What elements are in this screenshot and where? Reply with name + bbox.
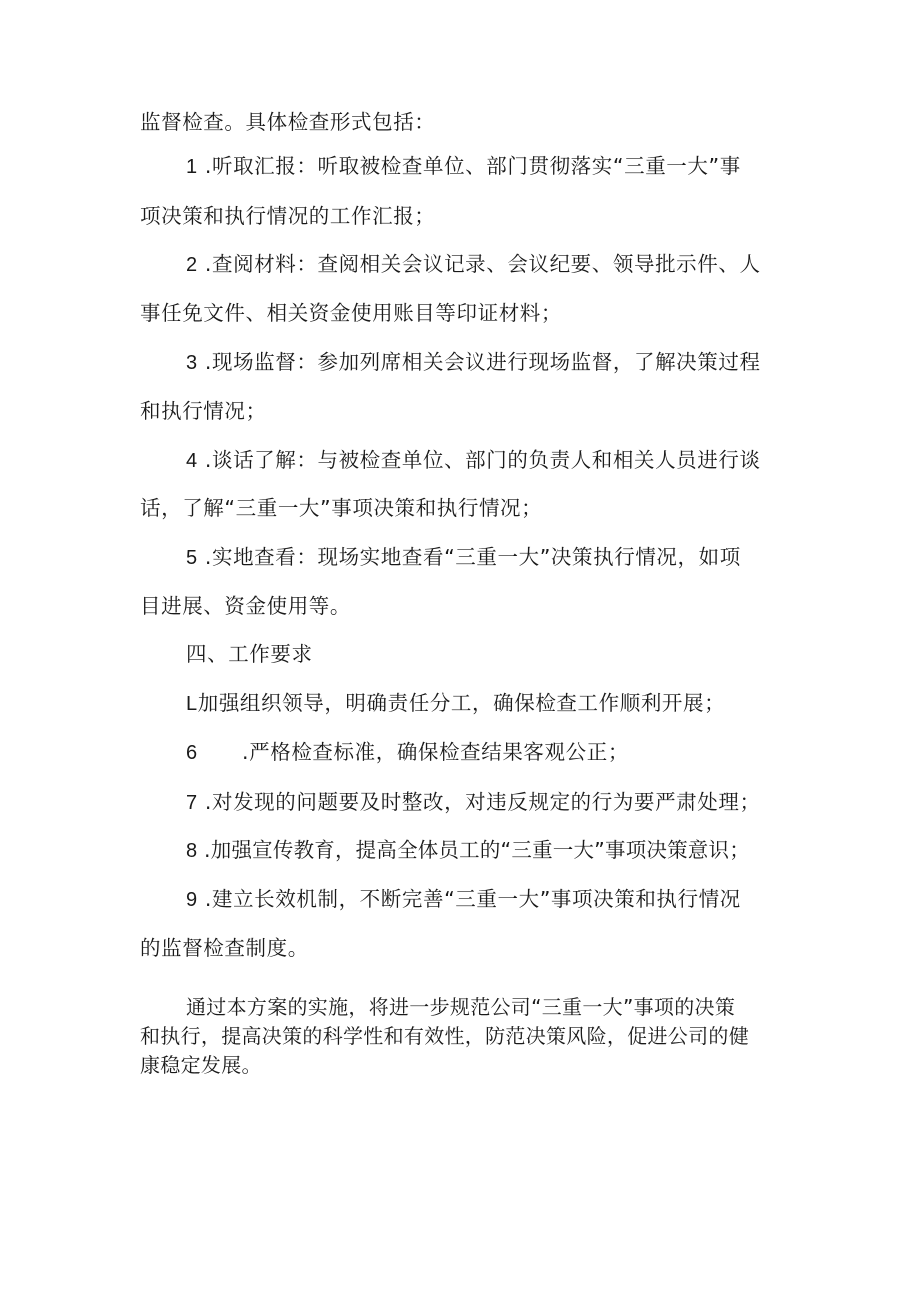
- form-item-text: .实地查看：现场实地查看“三重一大”决策执行情况，如项: [204, 545, 741, 569]
- requirement-number: 6: [186, 742, 198, 764]
- closing-paragraph-line-1: 通过本方案的实施，将进一步规范公司“三重一大”事项的决策: [186, 995, 736, 1019]
- requirement-number: L: [186, 693, 198, 715]
- requirement-text: .对发现的问题要及时整改，对违反规定的行为要严肃处理；: [204, 790, 761, 814]
- closing-paragraph-line-2: 和执行，提高决策的科学性和有效性，防范决策风险，促进公司的健: [140, 1024, 749, 1048]
- form-item-text: .现场监督：参加列席相关会议进行现场监督，了解决策过程: [204, 350, 761, 374]
- requirement-number: 7: [186, 792, 198, 814]
- form-item-number: 1: [186, 156, 198, 178]
- closing-paragraph-line-3: 康稳定发展。: [140, 1053, 262, 1077]
- requirement-item-5-continuation: 的监督检查制度。: [140, 936, 309, 960]
- requirement-text: .加强宣传教育，提高全体员工的“三重一大”事项决策意识；: [204, 838, 750, 862]
- form-item-2: [186, 250, 761, 279]
- form-item-1-continuation: 项决策和执行情况的工作汇报；: [140, 204, 436, 228]
- form-item-1: [186, 152, 741, 181]
- requirement-text: 加强组织领导，明确责任分工，确保检查工作顺利开展；: [197, 691, 726, 715]
- requirement-number: 8: [186, 840, 198, 862]
- form-item-number: 5: [186, 547, 198, 569]
- form-item-4: [186, 446, 761, 475]
- form-item-3-continuation: 和执行情况；: [140, 399, 267, 423]
- form-item-5-continuation: 目进展、资金使用等。: [140, 594, 351, 618]
- form-item-4-continuation: 话，了解“三重一大”事项决策和执行情况；: [140, 496, 543, 520]
- form-item-number: 4: [186, 450, 198, 472]
- form-item-number: 2: [186, 254, 198, 276]
- requirement-item-5: [186, 885, 741, 914]
- section-heading: 四、工作要求: [186, 642, 313, 666]
- form-item-3: [186, 348, 761, 377]
- form-item-2-continuation: 事任免文件、相关资金使用账目等印证材料；: [140, 301, 562, 325]
- requirement-number: 9: [186, 889, 198, 911]
- form-item-text: .谈话了解：与被检查单位、部门的负责人和相关人员进行谈: [204, 448, 761, 472]
- requirement-text: .建立长效机制，不断完善“三重一大”事项决策和执行情况: [204, 887, 741, 911]
- form-item-text: .查阅材料：查阅相关会议记录、会议纪要、领导批示件、人: [204, 252, 761, 276]
- requirement-item-2: [186, 738, 629, 767]
- requirement-item-4: [186, 836, 750, 865]
- intro-text: 监督检查。具体检查形式包括：: [140, 110, 436, 134]
- requirement-item-1: [186, 689, 725, 718]
- requirement-item-3: [186, 788, 761, 817]
- form-item-text: .听取汇报：听取被检查单位、部门贯彻落实“三重一大”事: [204, 154, 741, 178]
- form-item-number: 3: [186, 352, 198, 374]
- requirement-text: .严格检查标准，确保检查结果客观公正；: [242, 740, 629, 764]
- form-item-5: [186, 543, 741, 572]
